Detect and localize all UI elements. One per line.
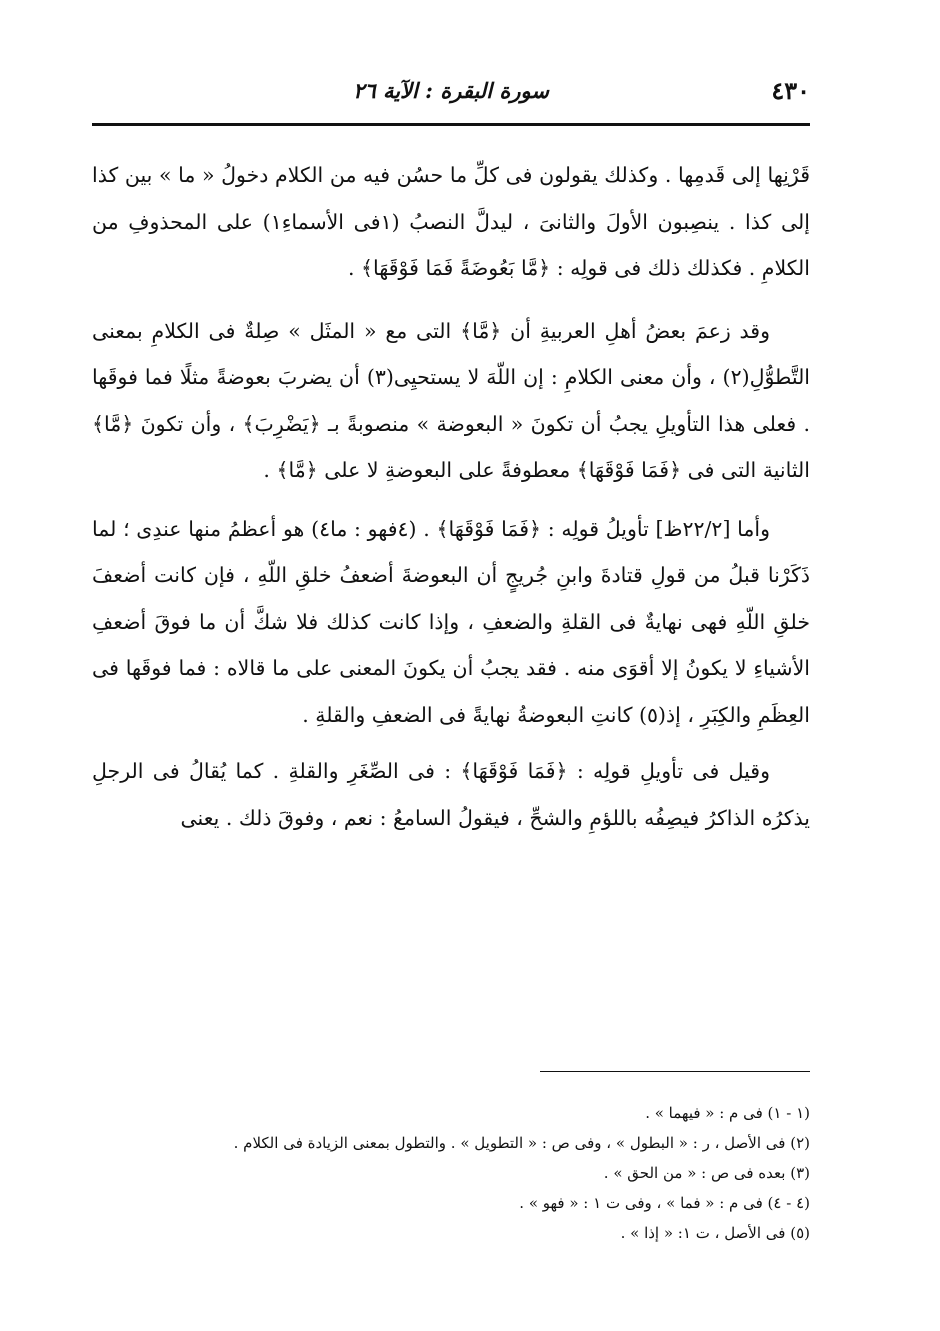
main-text: [92, 152, 810, 841]
page-number: ٤٣٠: [771, 76, 810, 105]
paragraph: وأما [٢٢/٢ظ] تأويلُ قولِه : ﴿فَمَا فَوْقَهَا﴾ . (٤فهو : ما٤) هو أعظمُ منها عندِى ؛ لما ذَكَرْنا قبلُ من قولِ قتادةَ وابنِ جُريجٍ أن البعوضةَ أضعفُ خلقِ اللّهِ ، فإن كانت أضعفَ خلقِ اللّهِ فهى نهايةٌ فى القلةِ والضعفِ ، وإذا كانت كذلك فلا شكَّ أن ما فوقَ أضعفِ الأشياءِ لا يكونُ إلا أقوَى منه . فقد يجبُ أن يكونَ المعنى على ما قالاه : فما فوقَها فى العِظَمِ والكِبَرِ ، إذ(٥) كانتِ البعوضةُ نهايةً فى الضعفِ والقلةِ .: [92, 516, 810, 727]
header-divider: [92, 123, 810, 126]
page-header: [92, 70, 810, 122]
footnote: (٤ - ٤) فى م : « فما » ، وفى ت ١ : « فهو » .: [519, 1194, 810, 1212]
footnote: (٣) بعده فى ص : « من الحق » .: [603, 1164, 810, 1182]
running-title: سورة البقرة : الآية ٢٦: [353, 78, 549, 103]
footnote: (١ - ١) فى م : « فيهما » .: [645, 1104, 810, 1122]
footnote-divider: [540, 1071, 810, 1072]
footnote: (٥) فى الأصل ، ت ١: « إذا » .: [620, 1224, 810, 1242]
paragraph: قَرْنِها إلى قَدمِها . وكذلك يقولون فى كلِّ ما حسُن فيه من الكلام دخولُ « ما » بين كذا إلى كذا . ينصِبون الأولَ والثانىَ ، ليدلَّ النصبُ (١فى الأسماءِ١) على المحذوفِ من الكلامِ . فكذلك ذلك فى قولِه : ﴿مَّا بَعُوضَةً فَمَا فَوْقَهَا﴾ .: [92, 163, 810, 280]
paragraph: وقد زعمَ بعضُ أهلِ العربيةِ أن ﴿مَّا﴾ التى مع « المثَل » صِلةٌ فى الكلامِ بمعنى التَّطوُّلِ(٢) ، وأن معنى الكلامِ : إن اللّهَ لا يستحيِى(٣) أن يضربَ بعوضةً مثلًا فما فوقَها . فعلى هذا التأويلِ يجبُ أن تكونَ « البعوضة » منصوبةً بـ ﴿يَضْرِبَ﴾ ، وأن تكونَ ﴿مَّا﴾ الثانية التى فى ﴿فَمَا فَوْقَهَا﴾ معطوفةً على البعوضةِ لا على ﴿مَّا﴾ .: [92, 318, 811, 482]
footnotes: [92, 1098, 810, 1248]
footnote: (٢) فى الأصل ، ر : « البطول » ، وفى ص : « التطويل » . والتطول بمعنى الزيادة فى الكلام .: [233, 1134, 810, 1152]
paragraph: وقيل فى تأويلِ قولِه : ﴿فَمَا فَوْقَهَا﴾ : فى الصِّغَرِ والقلةِ . كما يُقالُ فى الرجلِ يذكرُه الذاكرُ فيصِفُه باللؤمِ والشحِّ ، فيقولُ السامعُ : نعم ، وفوقَ ذلك . يعنى: [92, 759, 810, 830]
